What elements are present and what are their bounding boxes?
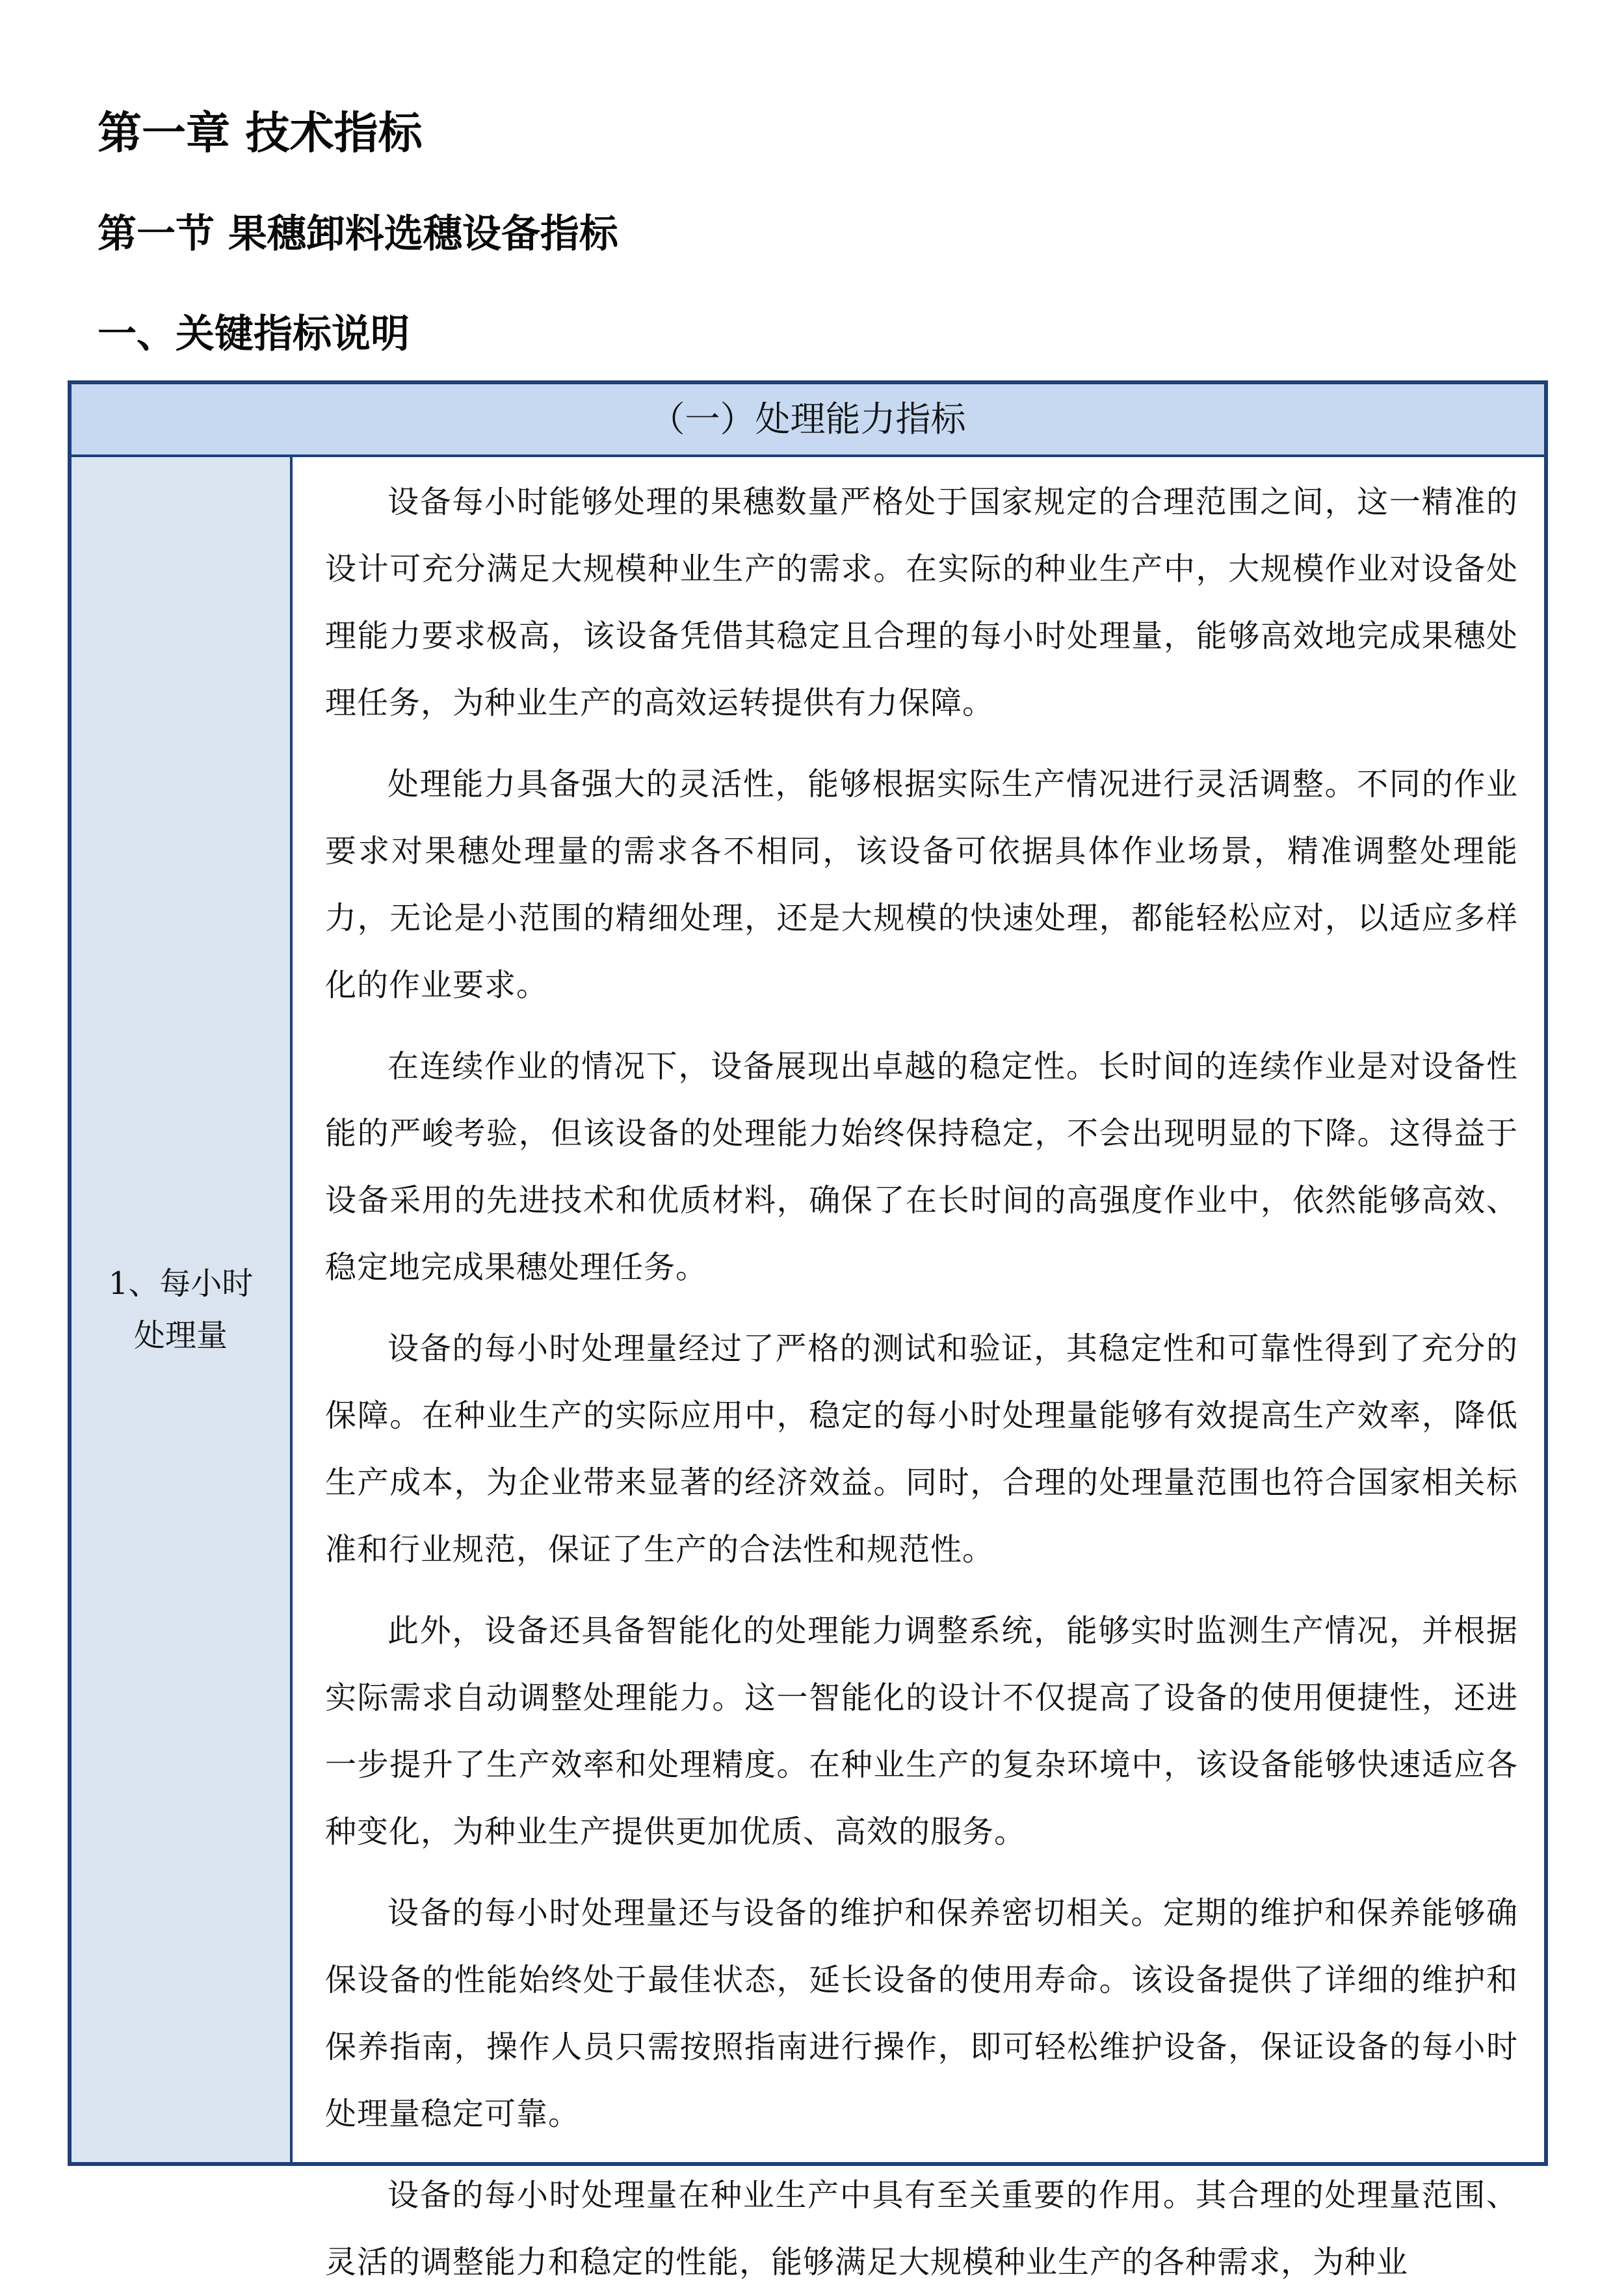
paragraph-5: 此外，设备还具备智能化的处理能力调整系统，能够实时监测生产情况，并根据实际需求自动调整处理能力。这一智能化的设计不仅提高了设备的使用便捷性，还进一步提升了生产效率和处理精度。在种业生产的复杂环境中，该设备能够快速适应各种变化，为种业生产提供更加优质、高效的服务。 xyxy=(325,1613,1518,1850)
section-heading: 第一节 果穗卸料选穗设备指标 xyxy=(98,211,618,257)
row-label-cell xyxy=(72,457,293,2162)
row-content-cell xyxy=(293,457,1544,2280)
paragraph-6: 设备的每小时处理量还与设备的维护和保养密切相关。定期的维护和保养能够确保设备的性能始终处于最佳状态，延长设备的使用寿命。该设备提供了详细的维护和保养指南，操作人员只需按照指南进行操作，即可轻松维护设备，保证设备的每小时处理量稳定可靠。 xyxy=(325,1895,1518,2132)
paragraph-2: 处理能力具备强大的灵活性，能够根据实际生产情况进行灵活调整。不同的作业要求对果穗处理量的需求各不相同，该设备可依据具体作业场景，精准调整处理能力，无论是小范围的精细处理，还是大规模的快速处理，都能轻松应对，以适应多样化的作业要求。 xyxy=(325,766,1518,1003)
subsection-heading: 一、关键指标说明 xyxy=(98,311,410,357)
paragraph-7: 设备的每小时处理量在种业生产中具有至关重要的作用。其合理的处理量范围、灵活的调整能力和稳定的性能，能够满足大规模种业生产的各种需求，为种业 xyxy=(325,2177,1518,2280)
paragraph-1: 设备每小时能够处理的果穗数量严格处于国家规定的合理范围之间，这一精准的设计可充分满足大规模种业生产的需求。在实际的种业生产中，大规模作业对设备处理能力要求极高，该设备凭借其稳定且合理的每小时处理量，能够高效地完成果穗处理任务，为种业生产的高效运转提供有力保障。 xyxy=(325,484,1518,721)
chapter-heading: 第一章 技术指标 xyxy=(98,108,423,159)
row-label: 1、每小时处理量 xyxy=(108,1265,254,1354)
table-title: （一）处理能力指标 xyxy=(72,384,1544,457)
indicator-table xyxy=(68,380,1548,2280)
paragraph-4: 设备的每小时处理量经过了严格的测试和验证，其稳定性和可靠性得到了充分的保障。在种业生产的实际应用中，稳定的每小时处理量能够有效提高生产效率，降低生产成本，为企业带来显著的经济效益。同时，合理的处理量范围也符合国家相关标准和行业规范，保证了生产的合法性和规范性。 xyxy=(325,1330,1518,1568)
paragraph-3: 在连续作业的情况下，设备展现出卓越的稳定性。长时间的连续作业是对设备性能的严峻考验，但该设备的处理能力始终保持稳定，不会出现明显的下降。这得益于设备采用的先进技术和优质材料，确保了在长时间的高强度作业中，依然能够高效、稳定地完成果穗处理任务。 xyxy=(325,1048,1518,1286)
